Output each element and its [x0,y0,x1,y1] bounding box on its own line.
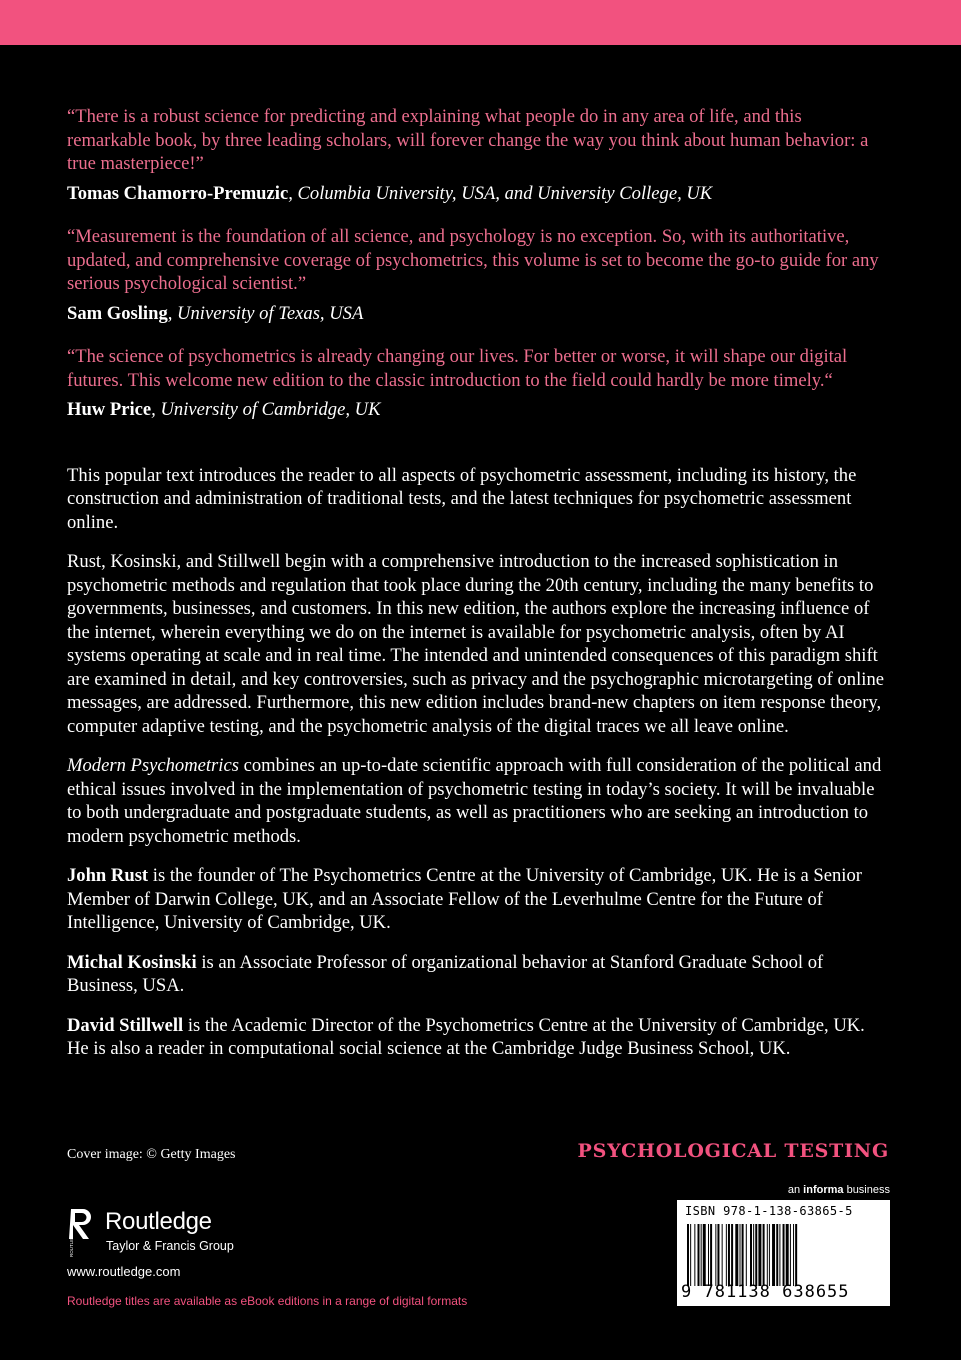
book-title: Modern Psychometrics [67,755,239,776]
description-paragraph: This popular text introduces the reader to all aspects of psychometric assessment, including its history, the construction and administration of traditional tests, and the latest techniques for psychometric assessment online. [67,464,857,533]
endorser-affiliation: , Columbia University, USA, and University College, UK [288,182,713,204]
author-bio: John Rust is the founder of The Psychometrics Centre at the University of Cambridge, UK. He is a Senior Member of Darwin College, UK, and an Associate Fellow of the Leverhulme Centre for the Future of Intelligence, University of Cambridge, UK. [67,865,862,933]
endorsement-attribution [67,398,889,422]
endorser-name: Sam Gosling [67,302,168,324]
endorsement-attribution [67,182,889,206]
endorser-affiliation: , University of Texas, USA [167,302,364,324]
endorser-name: Huw Price [67,399,152,420]
endorser-affiliation: , University of Cambridge, UK [151,399,381,420]
author-bio: David Stillwell is the Academic Director of the Psychometrics Centre at the University of Cambridge, UK. He is also a reader in computational social science at the Cambridge Judge Business School, UK. [67,1014,865,1059]
publisher-name: Routledge [105,1208,212,1235]
routledge-r-logo-icon [67,1207,97,1259]
endorsement-quote: “The science of psychometrics is already changing our lives. For better or worse, it will shape our digital futures. This welcome new edition to the classic introduction to the field could hardly be more timely.“ [67,346,848,391]
publisher-url[interactable]: www.routledge.com [67,1264,181,1279]
routledge-logo [67,1207,247,1259]
informa-business-tag: an informa business [787,1184,890,1196]
author-bio: Michal Kosinski is an Associate Professor of organizational behavior at Stanford Graduate School of Business, USA. [67,951,824,996]
ebook-availability-note: Routledge titles are available as eBook editions in a range of digital formats [67,1294,468,1308]
logo-vertical-text: ROUTLEDGE [69,1228,74,1257]
endorsement-attribution [67,302,889,326]
barcode-bars [683,1224,883,1286]
barcode-digits: 9 781138 638655 [681,1282,850,1302]
author-name: David Stillwell [67,1014,184,1036]
subject-category: PSYCHOLOGICAL TESTING [577,1140,889,1162]
description-paragraph: Rust, Kosinski, and Stillwell begin with a comprehensive introduction to the increased sophistication in psychometric methods and regulation that took place during the 20th century, including the many benefits to governments, businesses, and customers. In this new edition, the authors explore the increasing influence of the internet, wherein everything we do on the internet is available for psychometric analysis, often by AI systems operating at scale and in real time. The intended and unintended consequences of this paradigm shift are examined in detail, and key controversies, such as privacy and the psychographic microtargeting of online messages, are addressed. Furthermore, this new edition includes brand-new chapters on item response theory, computer adaptive testing, and the psychometric analysis of the digital traces we all leave online. [67,551,884,737]
cover-image-credit: Cover image: © Getty Images [67,1147,236,1162]
isbn-barcode [677,1200,890,1306]
endorser-name: Tomas Chamorro-Premuzic [67,182,289,204]
top-color-band [0,0,961,45]
endorsement-quote: “Measurement is the foundation of all science, and psychology is no exception. So, with its authoritative, updated, and comprehensive coverage of psychometrics, this volume is set to become the go-to guide for any serious psychological scientist.” [67,226,879,294]
isbn-number: ISBN 978-1-138-63865-5 [685,1204,853,1218]
author-name: John Rust [67,865,149,886]
description-paragraph: Modern Psychometrics combines an up-to-date scientific approach with full consideration of the political and ethical issues involved in the implementation of psychometric testing in today’s society. It will be invaluable to both undergraduate and postgraduate students, as well as practitioners who are seeking an introduction to modern psychometric methods. [67,755,882,847]
author-name: Michal Kosinski [67,951,197,973]
endorsement-quote: “There is a robust science for predicting and explaining what people do in any area of life, and this remarkable book, by three leading scholars, will forever change the way you think about human behavior: a true masterpiece!” [67,106,869,174]
back-cover-text [67,105,889,1077]
publisher-group: Taylor & Francis Group [106,1239,234,1253]
